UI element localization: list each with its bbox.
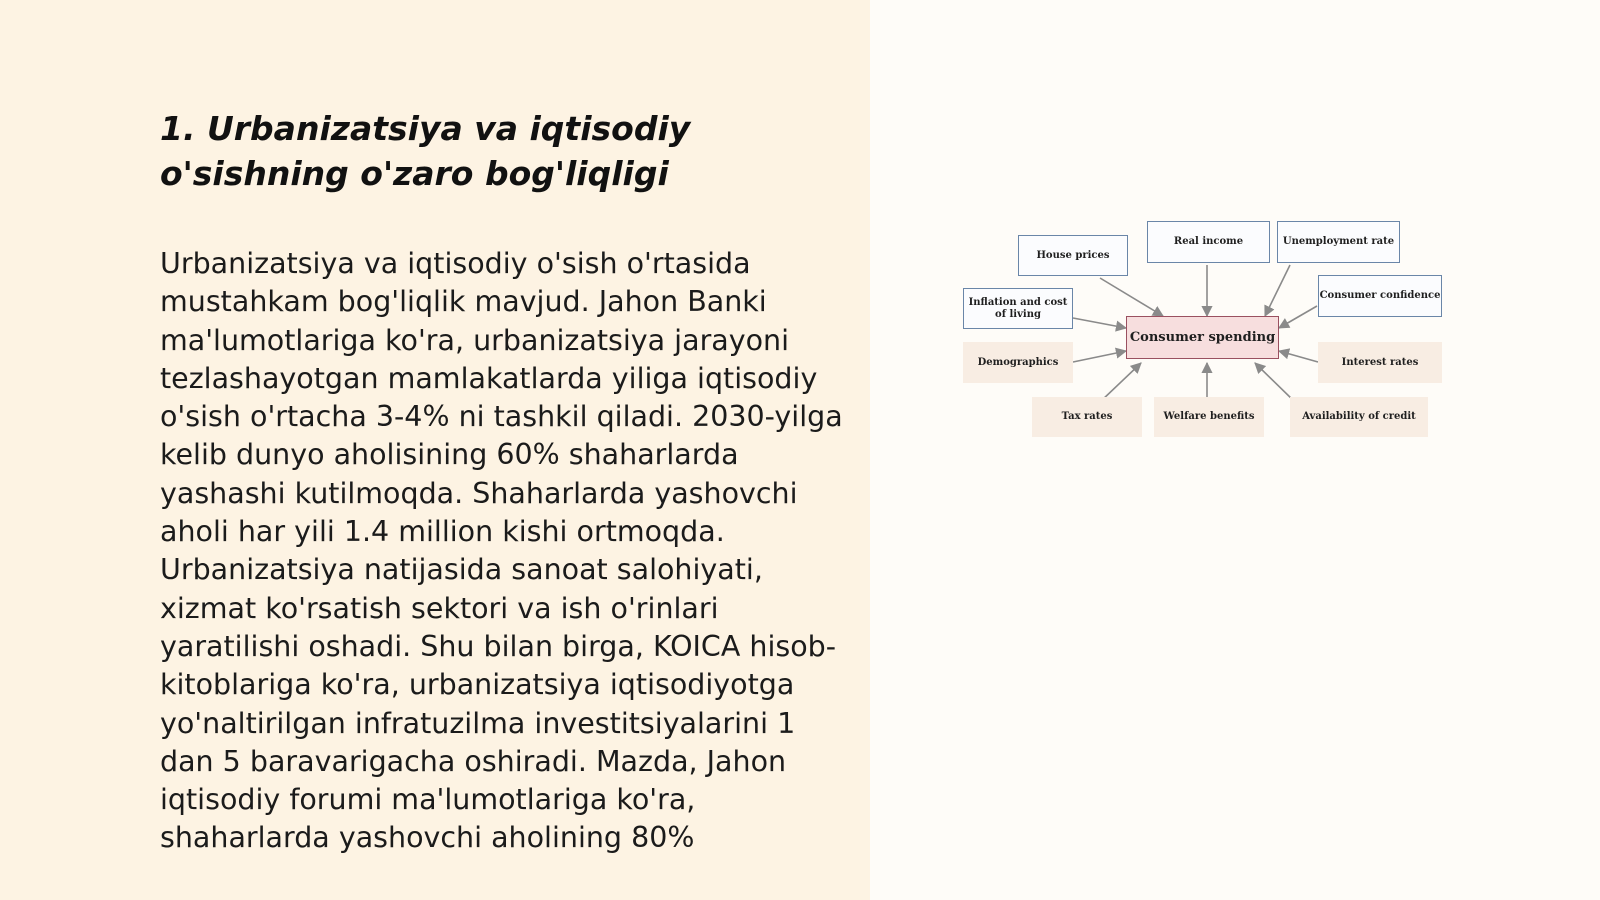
arrow-house-prices [1100, 278, 1163, 316]
node-unemployment-rate: Unemployment rate [1277, 221, 1400, 263]
arrow-interest-rates [1279, 351, 1318, 362]
consumer-spending-diagram [955, 220, 1455, 450]
arrow-consumer-confidence [1279, 306, 1317, 328]
node-consumer-spending: Consumer spending [1126, 316, 1279, 359]
node-consumer-confidence: Consumer confidence [1318, 275, 1442, 317]
node-welfare-benefits: Welfare benefits [1154, 397, 1264, 437]
node-real-income: Real income [1147, 221, 1270, 263]
node-tax-rates: Tax rates [1032, 397, 1142, 437]
node-house-prices: House prices [1018, 235, 1128, 276]
node-availability-of-credit: Availability of credit [1290, 397, 1428, 437]
arrow-demographics [1073, 351, 1126, 362]
arrow-unemployment-rate [1265, 265, 1290, 316]
image-panel [870, 0, 1600, 900]
slide-body-text: Urbanizatsiya va iqtisodiy o'sish o'rtasida mustahkam bog'liqlik mavjud. Jahon Banki ma'lumotlariga ko'ra, urbanizatsiya jarayoni tezlashayotgan mamlakatlarda yiliga iqtisodiy o'sish o'rtacha 3-4% ni tashkil qiladi. 2030-yilga kelib dunyo aholisining 60% shaharlarda yashashi kutilmoqda. Shaharlarda yashovchi aholi har yili 1.4 million kishi ortmoqda. Urbanizatsiya natijasida sanoat salohiyati, xizmat ko'rsatish sektori va ish o'rinlari yaratilishi oshadi. Shu bilan birga, KOICA hisob-kitoblariga ko'ra, urbanizatsiya iqtisodiyotga yo'naltirilgan infratuzilma investitsiyalarini 1 dan 5 baravarigacha oshiradi. Mazda, Jahon iqtisodiy forumi ma'lumotlariga ko'ra, shaharlarda yashovchi aholining 80% [160, 247, 843, 855]
arrow-inflation [1073, 318, 1126, 328]
node-demographics: Demographics [963, 342, 1073, 383]
slide-title: 1. Urbanizatsiya va iqtisodiy o'sishning o'zaro bog'liqligi [160, 109, 691, 193]
node-inflation: Inflation and cost of living [963, 288, 1073, 329]
node-interest-rates: Interest rates [1318, 342, 1442, 383]
